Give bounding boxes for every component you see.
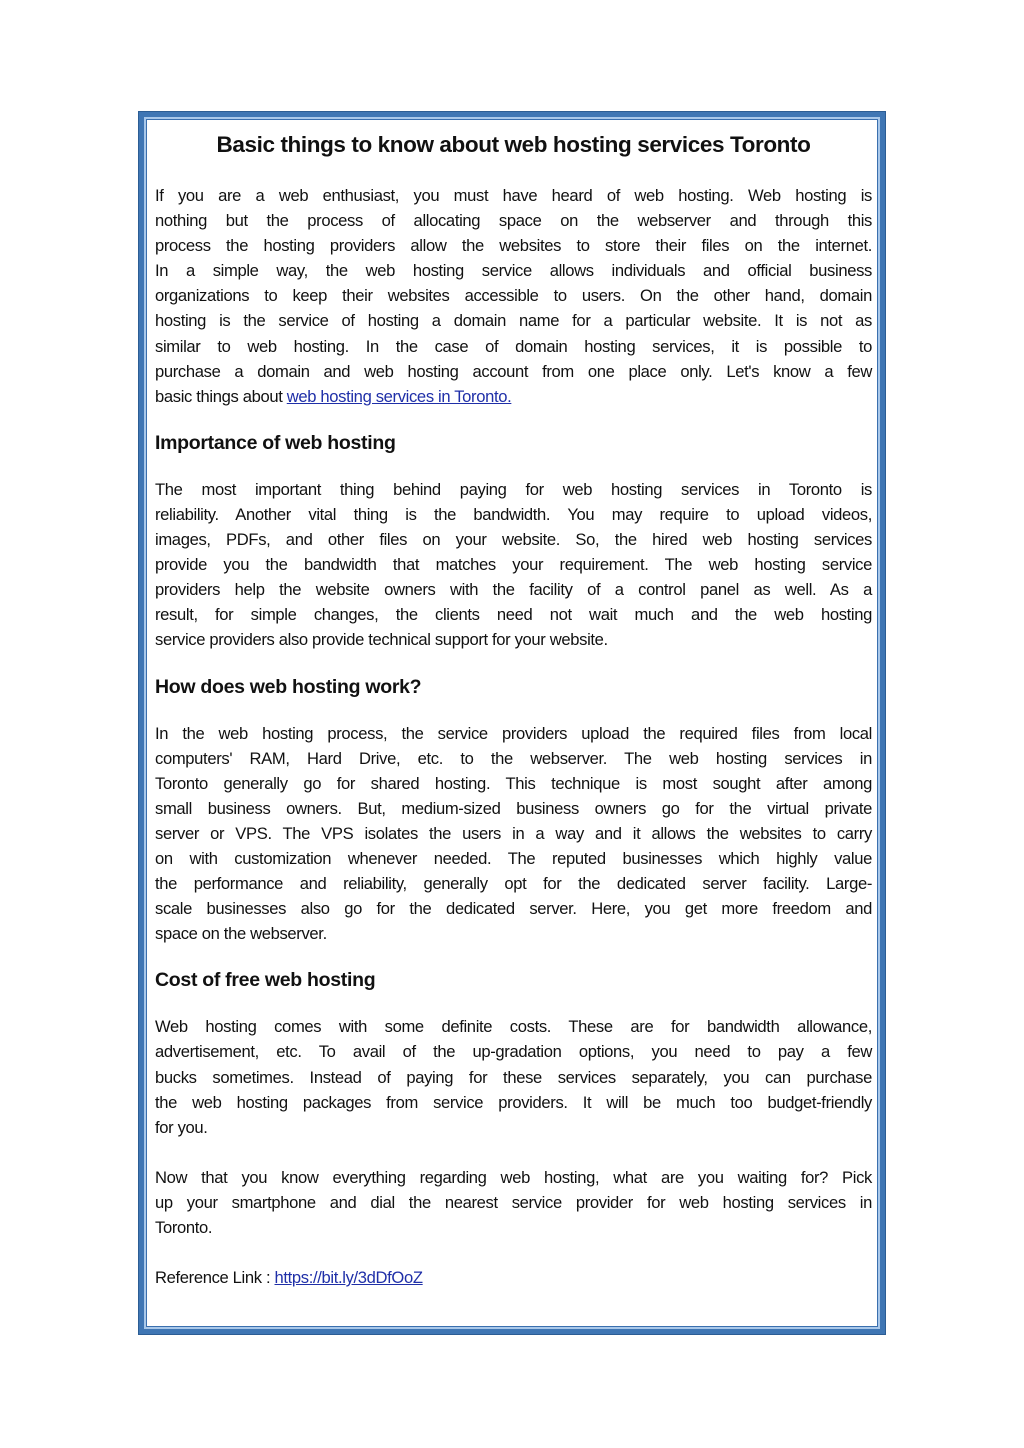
text-line: Web hosting comes with some definite costs. These are for bandwidth allowance, [155,1017,872,1037]
text-line: up your smartphone and dial the nearest service provider for web hosting services in [155,1192,872,1212]
text-line [155,384,872,409]
text-line: If you are a web enthusiast, you must have heard of web hosting. Web hosting is [155,186,872,205]
text-line: nothing but the process of allocating space on the webserver and through this [155,211,872,231]
text-line: service providers also provide technical support for your website. [155,630,608,650]
text-line: server or VPS. The VPS isolates the users in a way and it allows the websites to carry [155,823,872,843]
text-line: scale businesses also go for the dedicated server. Here, you get more freedom and [155,899,872,919]
text-line: images, PDFs, and other files on your website. So, the hired web hosting services [155,530,872,550]
text-line: space on the webserver. [155,924,327,944]
document-title: Basic things to know about web hosting services Toronto [216,132,811,157]
text-line: process the hosting providers allow the websites to store their files on the internet. [155,236,872,256]
text-line: Now that you know everything regarding web hosting, what are you waiting for? Pick [155,1167,872,1187]
section-heading-cost: Cost of free web hosting [155,969,376,992]
text-line: on with customization whenever needed. The reputed businesses which highly value [155,848,872,868]
text-line: providers help the website owners with the facility of a control panel as well. As a [155,580,872,600]
text-line: advertisement, etc. To avail of the up-gradation options, you need to pay a few [155,1042,872,1062]
text-line: result, for simple changes, the clients need not wait much and the web hosting [155,605,872,625]
reference-paragraph [155,1265,872,1290]
text-line: computers' RAM, Hard Drive, etc. to the webserver. The web hosting services in [155,748,872,768]
section-heading-importance: Importance of web hosting [155,431,396,454]
text-line: small business owners. But, medium-sized business owners go for the virtual private [155,798,872,818]
text-line: the performance and reliability, generally opt for the dedicated server facility. Large- [155,874,872,894]
importance-paragraph [155,477,872,653]
section-heading-how-it-works: How does web hosting work? [155,675,422,698]
text-line: bucks sometimes. Instead of paying for these services separately, you can purchase [155,1067,872,1087]
text-line: In a simple way, the web hosting service allows individuals and official business [155,261,872,281]
text-line: similar to web hosting. In the case of domain hosting services, it is possible to [155,336,872,356]
text-line: organizations to keep their websites accessible to users. On the other hand, domain [155,286,872,306]
text-line: for you. [155,1117,208,1137]
text-line: Toronto generally go for shared hosting. This technique is most sought after among [155,773,872,793]
closing-paragraph [155,1165,872,1240]
text-line: hosting is the service of hosting a domain name for a particular website. It is not as [155,311,872,331]
text-line: The most important thing behind paying for web hosting services in Toronto is [155,479,872,499]
web-hosting-toronto-link[interactable]: web hosting services in Toronto. [286,386,512,406]
text-line: reliability. Another vital thing is the bandwidth. You may require to upload videos, [155,504,872,524]
intro-paragraph [155,183,872,409]
how-it-works-paragraph [155,721,872,947]
text-line [155,1265,872,1290]
text-line: Toronto. [155,1218,213,1237]
text-line: In the web hosting process, the service providers upload the required files from local [155,723,872,743]
text-line: the web hosting packages from service providers. It will be much too budget-friendly [155,1092,872,1112]
reference-label: Reference Link : [155,1268,275,1288]
text-line: provide you the bandwidth that matches your requirement. The web hosting service [155,555,872,575]
document-body [155,122,872,1290]
cost-paragraph [155,1014,872,1139]
intro-last-text: basic things about [155,386,287,406]
text-line: purchase a domain and web hosting account from one place only. Let's know a few [155,361,872,381]
reference-link[interactable]: https://bit.ly/3dDfOoZ [274,1268,423,1288]
